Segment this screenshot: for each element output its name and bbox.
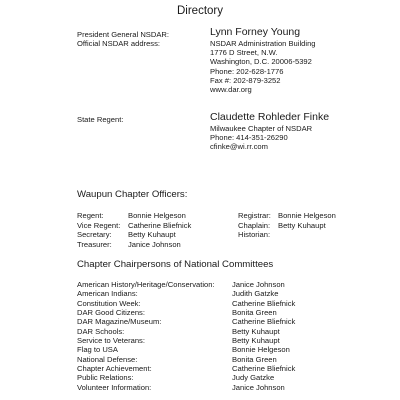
chairperson-name: Janice Johnson [232, 280, 285, 289]
committee-name: Constitution Week: [77, 298, 141, 308]
committee-name: Chapter Achievement: [77, 364, 152, 374]
chair-row [77, 364, 397, 373]
officer-title: Regent: [77, 211, 104, 220]
officer-row [238, 211, 398, 221]
officer-name: Janice Johnson [128, 239, 181, 249]
chairpersons-heading: Chapter Chairpersons of National Committees [77, 259, 274, 270]
officer-title: Treasurer: [77, 239, 112, 249]
state-regent-label: State Regent: [77, 115, 124, 124]
phone-line: Phone: 414-351-26290 [210, 133, 288, 143]
chair-row [77, 373, 397, 382]
president-label: President General NSDAR: [77, 30, 170, 39]
chair-row [77, 345, 397, 354]
official-address-label: Official NSDAR address: [77, 39, 160, 48]
officer-row [238, 230, 398, 240]
page-title: Directory [176, 5, 223, 17]
fax-line: Fax #: 202-879-3252 [210, 75, 281, 85]
president-address [210, 39, 316, 94]
chair-row [77, 327, 397, 336]
officers-heading: Waupun Chapter Officers: [77, 189, 188, 200]
email-line[interactable]: cfinke@wi.rr.com [210, 142, 268, 152]
chairperson-name: Judith Gatzke [232, 289, 279, 299]
chairperson-name: Bonita Green [232, 354, 277, 364]
officer-title: Vice Regent: [77, 220, 121, 230]
chairpersons-list [77, 280, 397, 392]
state-regent-name: Claudette Rohleder Finke [210, 111, 330, 123]
committee-name: Service to Veterans: [77, 336, 145, 346]
officer-row [238, 221, 398, 231]
president-name: Lynn Forney Young [210, 26, 301, 38]
chair-row [77, 280, 397, 289]
chairperson-name: Bonnie Helgeson [232, 345, 290, 355]
chapter-line: Milwaukee Chapter of NSDAR [210, 124, 313, 133]
officer-name: Catherine Bliefnick [128, 220, 192, 230]
committee-name: American History/Heritage/Conservation: [77, 280, 215, 289]
committee-name: National Defense: [77, 354, 138, 364]
chair-row [77, 308, 397, 317]
chair-row [77, 355, 397, 364]
state-regent-contact [210, 124, 312, 152]
chair-row [77, 383, 397, 392]
committee-name: DAR Magazine/Museum: [77, 317, 162, 327]
officer-title: Secretary: [77, 230, 112, 240]
chair-row [77, 336, 397, 345]
officer-row [77, 221, 227, 231]
chair-row [77, 317, 397, 326]
officer-name: Bonnie Helgeson [128, 211, 186, 220]
address-line: NSDAR Administration Building [210, 39, 316, 48]
officer-row [77, 230, 227, 240]
chairperson-name: Catherine Bliefnick [232, 317, 296, 327]
chair-row [77, 299, 397, 308]
officers-left-list [77, 211, 227, 249]
chairperson-name: Judy Gatzke [232, 373, 275, 383]
officer-name: Betty Kuhaupt [128, 230, 176, 240]
website-line[interactable]: www.dar.org [210, 85, 252, 95]
officer-title: Historian: [238, 230, 271, 240]
officer-name: Betty Kuhaupt [278, 220, 326, 230]
committee-name: American Indians: [77, 289, 138, 299]
chairperson-name: Bonita Green [232, 308, 277, 318]
address-line: 1776 D Street, N.W. [210, 48, 278, 58]
officers-right-list [238, 211, 398, 240]
chairperson-name: Betty Kuhaupt [232, 326, 280, 336]
officer-title: Registrar: [238, 211, 271, 220]
officer-row [77, 240, 227, 250]
committee-name: DAR Schools: [77, 326, 125, 336]
chair-row [77, 289, 397, 298]
address-line: Washington, D.C. 20006-5392 [210, 57, 312, 67]
chairperson-name: Catherine Bliefnick [232, 364, 296, 374]
chairperson-name: Janice Johnson [232, 382, 285, 392]
committee-name: Volunteer Information: [77, 382, 152, 392]
chairperson-name: Catherine Bliefnick [232, 298, 296, 308]
committee-name: Flag to USA [77, 345, 118, 355]
chairperson-name: Betty Kuhaupt [232, 336, 280, 346]
officer-row [77, 211, 227, 221]
phone-line: Phone: 202-628-1776 [210, 66, 284, 76]
committee-name: Public Relations: [77, 373, 134, 383]
officer-name: Bonnie Helgeson [278, 211, 336, 220]
officer-title: Chaplain: [238, 220, 271, 230]
committee-name: DAR Good Citizens: [77, 308, 145, 318]
